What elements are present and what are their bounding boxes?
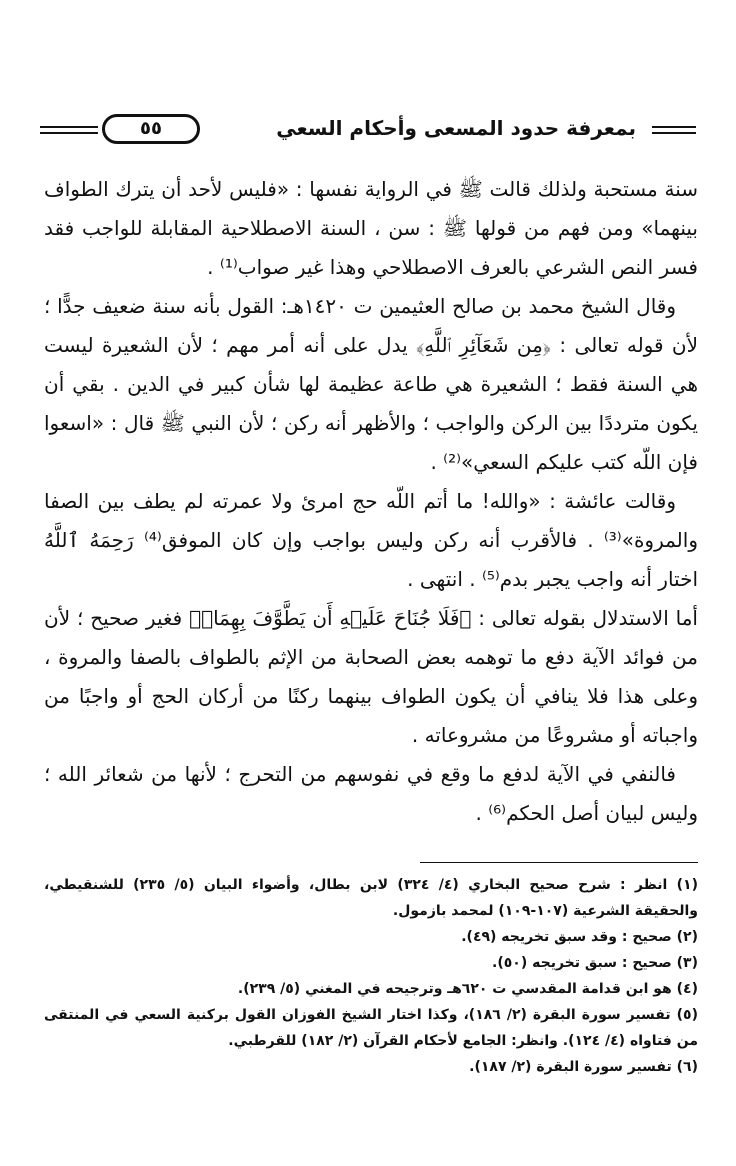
footnote: (٥) تفسير سورة البقرة (٢/ ١٨٦)، وكذا اختار الشيخ الفوزان القول بركنية السعي في المنتقى من فتاواه (٤/ ١٢٤). وانظر: الجامع لأحكام القرآن (٢/ ١٨٢) للقرطبي. — [44, 1007, 698, 1049]
footnote-divider — [420, 862, 698, 863]
footnotes — [44, 872, 698, 1080]
footnote: (٦) تفسير سورة البقرة (٢/ ١٨٧). — [469, 1059, 698, 1075]
header-rule-right-2 — [652, 132, 696, 134]
paragraph: أما الاستدلال بقوله تعالى : ﴿فَلَا جُنَاحَ عَلَيۡهِ أَن يَطَّوَّفَ بِهِمَاۚ﴾ فغير صحيح ؛ لأن من فوائد الآية دفع ما توهمه بعض الصحابة من الإثم بالطواف بالصفا والمروة ، وعلى هذا فلا ينافي أن يكون الطواف بينهما ركنًا من أركان الحج أو واجبًا من واجباته أو مشروعًا من مشروعاته . — [44, 606, 698, 747]
footnote: (٤) هو ابن قدامة المقدسي ت ٦٢٠هـ وترجيحه في المغني (٥/ ٢٣٩). — [237, 981, 698, 997]
footnote: (٣) صحيح : سبق تخريجه (٥٠). — [492, 955, 698, 971]
footnote: (٢) صحيح : وقد سبق تخريجه (٤٩). — [461, 929, 698, 945]
footnote: (١) انظر : شرح صحيح البخاري (٤/ ٣٢٤) لابن بطال، وأضواء البيان (٥/ ٢٣٥) للشنقيطي، والحقيقة الشرعية (١٠٧-١٠٩) لمحمد بازمول. — [44, 877, 698, 919]
header-rule-right — [652, 126, 696, 128]
running-header — [40, 112, 696, 148]
paragraph: فالنفي في الآية لدفع ما وقع في نفوسهم من التحرج ؛ لأنها من شعائر الله ؛ وليس لبيان أصل الحكم⁽⁶⁾ . — [44, 762, 698, 825]
page-number: ٥٥ — [102, 114, 200, 144]
header-rule-left-2 — [40, 132, 98, 134]
paragraph: سنة مستحبة ولذلك قالت ﷺ في الرواية نفسها : «فليس لأحد أن يترك الطواف بينهما» ومن فهم من قولها ﷺ : سن ، السنة الاصطلاحية المقابلة للواجب فقد فسر النص الشرعي بالعرف الاصطلاحي وهذا غير صواب⁽¹⁾ . — [44, 177, 698, 279]
paragraph: وقال الشيخ محمد بن صالح العثيمين ت ١٤٢٠هـ: القول بأنه سنة ضعيف جدًّا ؛ لأن قوله تعالى : ﴿مِن شَعَآئِرِ ٱللَّهِ﴾ يدل على أنه أمر مهم ؛ لأن الشعيرة ليست هي السنة فقط ؛ الشعيرة هي طاعة عظيمة لها شأن كبير في الدين . بقي أن يكون مترددًا بين الركن والواجب ؛ والأظهر أنه ركن ؛ لأن النبي ﷺ قال : «اسعوا فإن اللّه كتب عليكم السعي»⁽²⁾ . — [44, 294, 698, 474]
header-rule-left — [40, 126, 98, 128]
main-text — [44, 170, 698, 833]
paragraph: وقالت عائشة : «والله! ما أتم اللّه حج امرئ ولا عمرته لم يطف بين الصفا والمروة»⁽³⁾ . فالأقرب أنه ركن وليس بواجب وإن كان الموفق⁽⁴⁾ رَحِمَهُ ٱللَّهُ اختار أنه واجب يجبر بدم⁽⁵⁾ . انتهى . — [44, 489, 698, 591]
header-title: بمعرفة حدود المسعى وأحكام السعي — [276, 116, 636, 140]
